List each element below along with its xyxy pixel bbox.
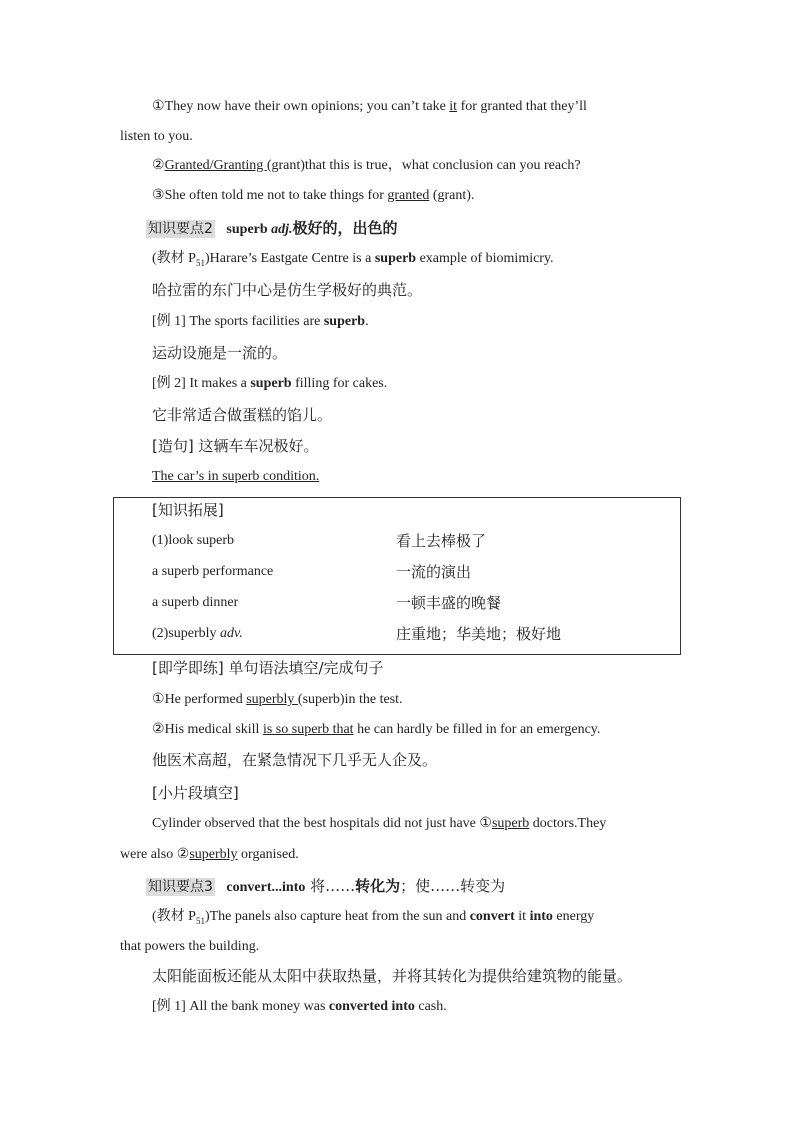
answer-blank: superbly	[246, 692, 298, 707]
example-1: [例 1] The sports facilities are superb.	[152, 314, 369, 329]
practice-2: ②His medical skill is so superb that he can hardly be filled in for an emergency.	[152, 722, 601, 737]
box-row-en: (1)look superb	[152, 533, 235, 548]
practice-1: ①He performed superbly (superb)in the test.	[152, 692, 403, 707]
answer-blank: is so superb that	[262, 722, 354, 737]
box-row-cn: 庄重地；华美地；极好地	[396, 625, 562, 643]
knowledge-point-tag: 知识要点3	[148, 879, 213, 895]
fragment-line-1: Cylinder observed that the best hospitals did not just have ①superb doctors.They	[152, 816, 607, 831]
make-sentence-answer: The car’s in superb condition.	[152, 469, 320, 484]
exercise-line-1: ①They now have their own opinions; you can’t take it for granted that they’ll	[152, 99, 587, 114]
answer-blank: granted	[387, 188, 430, 203]
answer-blank: it	[449, 99, 458, 114]
fragment-line-2: were also ②superbly organised.	[120, 847, 299, 862]
textbook-quote-3: (教材 $P_{51})The$ panels also capture heat from the sun and convert it into energy	[152, 909, 595, 926]
box-row-cn: 一顿丰盛的晚餐	[396, 594, 502, 612]
box-title: [知识拓展]	[152, 501, 224, 519]
box-row-en: (2)superbly adv.	[152, 626, 243, 641]
knowledge-point-2-heading: 知识要点2 superb adj.极好的，出色的	[148, 219, 398, 237]
practice-2-translation: 他医术高超，在紧急情况下几乎无人企及。	[152, 751, 438, 769]
example-2-translation: 它非常适合做蛋糕的馅儿。	[152, 406, 333, 424]
box-row-en: a superb dinner	[152, 595, 239, 610]
exercise-line-2: ②Granted/Granting (grant)that this is true，what conclusion can you reach?	[152, 158, 581, 173]
box-row-cn: 一流的演出	[396, 563, 472, 581]
knowledge-extension-box	[113, 497, 681, 655]
textbook-quote: (教材 $P_{51})Harare’s$ Eastgate Centre is a superb example of biomimicry.	[152, 251, 554, 268]
knowledge-point-tag: 知识要点2	[148, 221, 213, 237]
answer-blank: superbly	[189, 847, 238, 862]
practice-heading: [即学即练] 单句语法填空/完成句子	[152, 659, 384, 677]
box-row-cn: 看上去棒极了	[396, 532, 487, 550]
kp3-example-1: [例 1] All the bank money was converted into cash.	[152, 999, 447, 1014]
exercise-line-1-cont: listen to you.	[120, 129, 193, 144]
exercise-line-3: ③She often told me not to take things for granted (grant).	[152, 188, 475, 203]
knowledge-point-3-heading: 知识要点3 convert...into 将……转化为；使……转变为	[148, 877, 506, 895]
fragment-heading: [小片段填空]	[152, 784, 239, 802]
example-2: [例 2] It makes a superb filling for cakes.	[152, 376, 388, 391]
make-sentence: [造句] 这辆车车况极好。	[152, 437, 319, 455]
box-row-en: a superb performance	[152, 564, 274, 579]
textbook-quote-3-cont: that powers the building.	[120, 939, 260, 954]
example-1-translation: 运动设施是一流的。	[152, 344, 288, 362]
textbook-translation-3: 太阳能面板还能从太阳中获取热量，并将其转化为提供给建筑物的能量。	[152, 967, 633, 985]
answer-blank: superb	[491, 816, 530, 831]
answer-blank: Granted/Granting	[164, 158, 267, 173]
textbook-translation: 哈拉雷的东门中心是仿生学极好的典范。	[152, 281, 423, 299]
